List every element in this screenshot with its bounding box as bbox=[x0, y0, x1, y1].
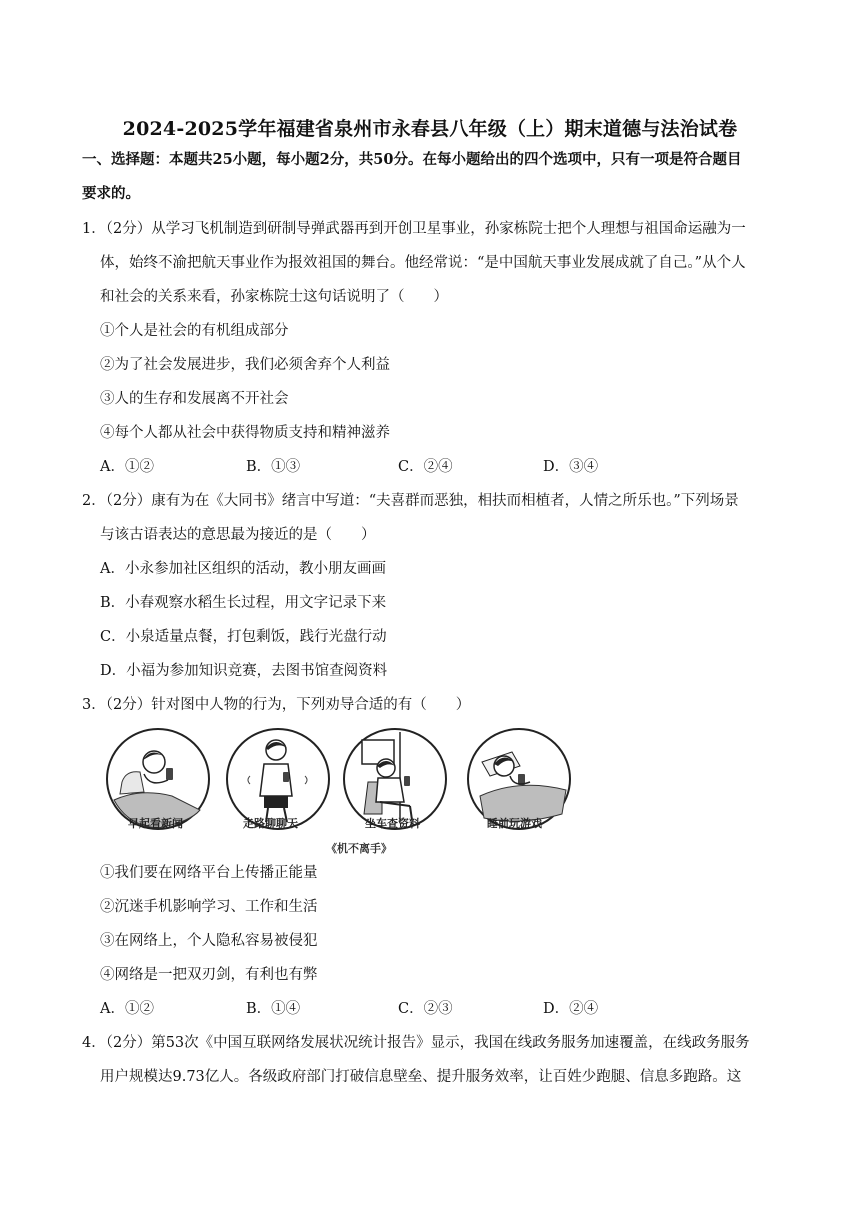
phone-icon bbox=[166, 768, 173, 780]
panel-walking-chat bbox=[227, 729, 329, 829]
q1-item-2: ②为了社会发展进步，我们必须舍弃个人利益 bbox=[100, 357, 390, 373]
q2-stem-line2: 与该古语表达的意思最为接近的是（ ） bbox=[100, 527, 376, 543]
q4-stem-line2: 用户规模达9.73亿人。各级政府部门打破信息壁垒、提升服务效率，让百姓少跑腿、信息多跑路。这 bbox=[100, 1069, 742, 1085]
q2-stem-line1: 2．（2分）康有为在《大同书》绪言中写道：“夫喜群而恶独，相扶而相植者，人情之所乐也。”下列场景 bbox=[82, 493, 739, 509]
q3-option-d[interactable]: D．②④ bbox=[543, 1001, 599, 1017]
q3-item-2: ②沉迷手机影响学习、工作和生活 bbox=[100, 899, 318, 915]
q3-item-1: ①我们要在网络平台上传播正能量 bbox=[100, 865, 318, 881]
q2-option-c[interactable]: C．小泉适量点餐，打包剩饭，践行光盘行动 bbox=[100, 629, 387, 645]
q4-stem-line1: 4．（2分）第53次《中国互联网络发展状况统计报告》显示，我国在线政务服务加速覆盖，在线政务服务 bbox=[82, 1035, 750, 1051]
q2-option-b[interactable]: B．小春观察水稻生长过程，用文字记录下来 bbox=[100, 595, 387, 611]
q3-option-c[interactable]: C．②③ bbox=[398, 1001, 453, 1017]
panel-caption-2: 走路聊聊天 bbox=[243, 817, 298, 830]
panel-caption-4: 睡前玩游戏 bbox=[487, 817, 542, 830]
phone-icon bbox=[404, 776, 410, 786]
phone-use-cartoon-figure bbox=[100, 722, 576, 860]
q2-option-d[interactable]: D．小福为参加知识竞赛，去图书馆查阅资料 bbox=[100, 663, 388, 679]
exam-title: 2024-2025学年福建省泉州市永春县八年级（上）期末道德与法治试卷 bbox=[122, 118, 738, 140]
q1-stem-line2: 体，始终不渝把航天事业作为报效祖国的舞台。他经常说：“是中国航天事业发展成就了自己。”从个人 bbox=[100, 255, 746, 271]
q3-option-a[interactable]: A．①② bbox=[100, 1001, 154, 1017]
q1-item-3: ③人的生存和发展离不开社会 bbox=[100, 391, 289, 407]
q3-item-3: ③在网络上，个人隐私容易被侵犯 bbox=[100, 933, 318, 949]
panel-morning-news bbox=[107, 729, 209, 829]
q3-option-b[interactable]: B．①④ bbox=[246, 1001, 301, 1017]
q3-item-4: ④网络是一把双刃剑，有利也有弊 bbox=[100, 967, 318, 983]
q1-stem-line1: 1．（2分）从学习飞机制造到研制导弹武器再到开创卫星事业，孙家栋院士把个人理想与祖国命运融为一 bbox=[82, 221, 746, 237]
panel-caption-3: 坐车查资料 bbox=[365, 817, 420, 830]
panel-bedtime-games bbox=[468, 729, 570, 829]
panel-caption-1: 早起看新闻 bbox=[128, 817, 183, 830]
q2-option-a[interactable]: A．小永参加社区组织的活动，教小朋友画画 bbox=[100, 561, 386, 577]
section-heading-line1: 一、选择题：本题共25小题，每小题2分，共50分。在每小题给出的四个选项中，只有一项是符合题目 bbox=[82, 151, 742, 168]
q1-option-b[interactable]: B．①③ bbox=[246, 459, 301, 475]
q1-option-a[interactable]: A．①② bbox=[100, 459, 154, 475]
section-heading-line2: 要求的。 bbox=[82, 185, 140, 202]
phone-icon bbox=[283, 772, 289, 782]
q1-option-d[interactable]: D．③④ bbox=[543, 459, 599, 475]
q3-stem-line1: 3．（2分）针对图中人物的行为，下列劝导合适的有（ ） bbox=[82, 697, 471, 713]
q1-stem-line3: 和社会的关系来看，孙家栋院士这句话说明了（ ） bbox=[100, 289, 448, 305]
panel-bus-search bbox=[344, 729, 446, 829]
figure-caption: 《机不离手》 bbox=[326, 842, 392, 855]
q1-item-1: ①个人是社会的有机组成部分 bbox=[100, 323, 289, 339]
q1-item-4: ④每个人都从社会中获得物质支持和精神滋养 bbox=[100, 425, 390, 441]
q1-option-c[interactable]: C．②④ bbox=[398, 459, 453, 475]
